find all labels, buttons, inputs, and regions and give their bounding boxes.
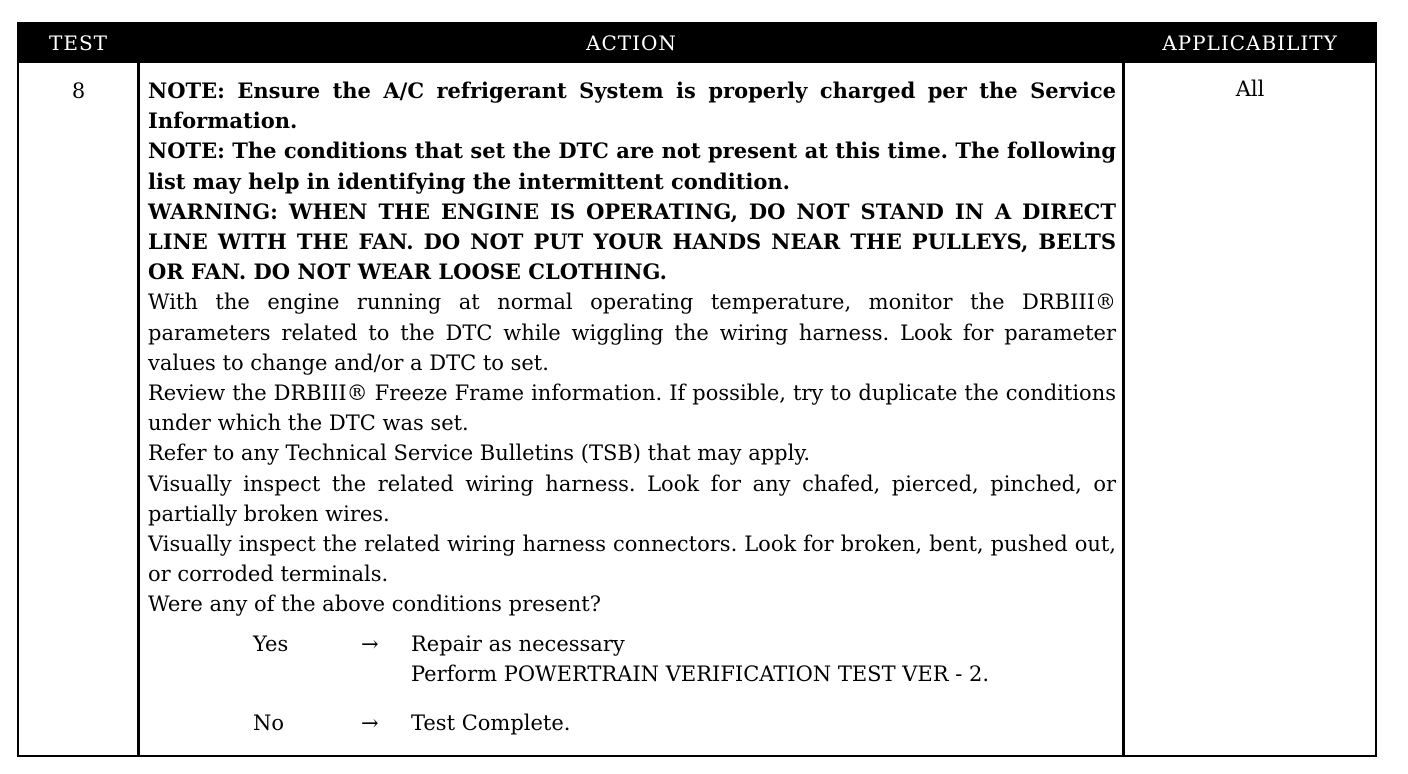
header-applicability: APPLICABILITY (1162, 31, 1338, 55)
answer-yes-line: Perform POWERTRAIN VERIFICATION TEST VER - 2. (411, 661, 990, 686)
question: Were any of the above conditions present? (148, 592, 601, 617)
warning-fan: WARNING: WHEN THE ENGINE IS OPERATING, DO NOT STAND IN A DIRECT LINE WITH THE FAN. DO NOT PUT YOUR HANDS NEAR THE PULLEYS, BELTS OR FAN. DO NOT WEAR LOOSE CLOTHING. (148, 198, 1116, 285)
step-inspect-harness: Visually inspect the related wiring harness. Look for any chafed, pierced, pinched, or partially broken wires. (148, 471, 1116, 526)
header-test: TEST (49, 31, 108, 55)
answer-yes-text (411, 629, 989, 689)
test-number: 8 (71, 79, 86, 103)
arrow-right-icon: → (361, 711, 379, 736)
diagnostic-table (17, 22, 1377, 757)
note-refrigerant: NOTE: Ensure the A/C refrigerant System is properly charged per the Service Information. (148, 78, 1116, 134)
answers (148, 629, 1116, 739)
step-freeze-frame: Review the DRBIII® Freeze Frame information. If possible, try to duplicate the conditions under which the DTC was set. (148, 381, 1116, 436)
table-header (19, 24, 1375, 63)
step-monitor-parameters: With the engine running at normal operating temperature, monitor the DRBIII® parameters related to the DTC while wiggling the wiring harness. Look for parameter values to change and/or a DTC to set. (148, 290, 1116, 375)
step-inspect-connectors: Visually inspect the related wiring harness connectors. Look for broken, bent, pushed out, or corroded terminals. (148, 532, 1116, 587)
arrow-right-icon: → (361, 631, 379, 656)
action-cell (148, 76, 1116, 738)
note-conditions: NOTE: The conditions that set the DTC are not present at this time. The following list may help in identifying the intermittent condition. (148, 138, 1116, 194)
answer-yes (148, 629, 1116, 689)
applicability-value: All (1235, 77, 1265, 101)
answer-no (148, 708, 1116, 738)
column-divider-test (137, 63, 140, 755)
answer-yes-label: Yes (253, 631, 289, 656)
answer-no-line: Test Complete. (411, 711, 571, 736)
answer-yes-line: Repair as necessary (411, 631, 625, 656)
header-action: ACTION (586, 31, 677, 55)
answer-no-text (411, 708, 570, 738)
step-tsb: Refer to any Technical Service Bulletins (TSB) that may apply. (148, 441, 811, 466)
column-divider-action (1122, 63, 1125, 755)
answer-no-label: No (253, 711, 285, 736)
